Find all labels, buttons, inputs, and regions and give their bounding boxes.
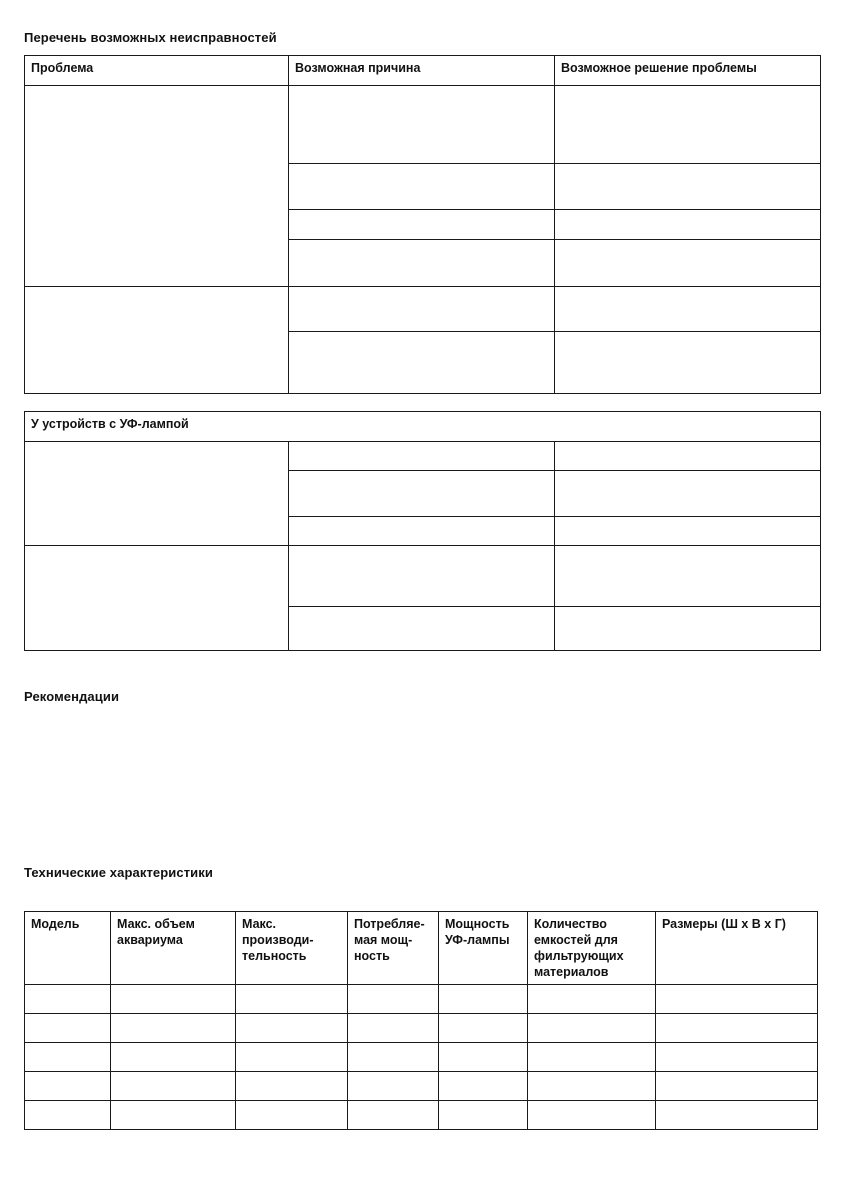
column-header-uv-power: Мощность УФ-лампы	[439, 912, 528, 985]
column-header-problem: Проблема	[25, 56, 289, 86]
solution-cell	[555, 442, 821, 471]
table-row	[25, 442, 821, 471]
cause-cell	[289, 471, 555, 517]
problem-cell	[25, 442, 289, 546]
column-header-dimensions: Размеры (Ш х В х Г)	[656, 912, 818, 985]
cause-cell	[289, 546, 555, 607]
column-header-model: Модель	[25, 912, 111, 985]
table-row	[25, 1014, 818, 1043]
cause-cell	[289, 517, 555, 546]
column-header-filter-containers: Количество емкостей для фильтрующих материалов	[528, 912, 656, 985]
problem-cell	[25, 86, 289, 287]
uv-lamp-header: У устройств с УФ-лампой	[25, 412, 821, 442]
recommendations-title: Рекомендации	[24, 689, 120, 704]
table-header-row	[25, 412, 821, 442]
cause-cell	[289, 332, 555, 394]
faults-table	[24, 55, 821, 394]
column-header-max-volume: Макс. объем аквариума	[111, 912, 236, 985]
specs-table	[24, 911, 818, 1130]
solution-cell	[555, 471, 821, 517]
solution-cell	[555, 517, 821, 546]
problem-cell	[25, 287, 289, 394]
solution-cell	[555, 240, 821, 287]
solution-cell	[555, 164, 821, 210]
table-row	[25, 1072, 818, 1101]
table-header-row	[25, 912, 818, 985]
column-header-power: Потребляе-мая мощ-ность	[348, 912, 439, 985]
solution-cell	[555, 332, 821, 394]
table-row	[25, 287, 821, 332]
solution-cell	[555, 210, 821, 240]
table-row	[25, 1043, 818, 1072]
cause-cell	[289, 86, 555, 164]
cause-cell	[289, 287, 555, 332]
cause-cell	[289, 442, 555, 471]
faults-section-title: Перечень возможных неисправностей	[24, 30, 277, 45]
cause-cell	[289, 240, 555, 287]
table-row	[25, 546, 821, 607]
cause-cell	[289, 164, 555, 210]
column-header-solution: Возможное решение проблемы	[555, 56, 821, 86]
solution-cell	[555, 607, 821, 651]
table-row	[25, 985, 818, 1014]
cause-cell	[289, 607, 555, 651]
problem-cell	[25, 546, 289, 651]
solution-cell	[555, 546, 821, 607]
solution-cell	[555, 287, 821, 332]
table-row	[25, 1101, 818, 1130]
table-row	[25, 86, 821, 164]
solution-cell	[555, 86, 821, 164]
specs-section-title: Технические характеристики	[24, 865, 213, 880]
table-header-row	[25, 56, 821, 86]
column-header-max-throughput: Макс. производи-тельность	[236, 912, 348, 985]
uv-lamp-table	[24, 411, 821, 651]
column-header-cause: Возможная причина	[289, 56, 555, 86]
cause-cell	[289, 210, 555, 240]
